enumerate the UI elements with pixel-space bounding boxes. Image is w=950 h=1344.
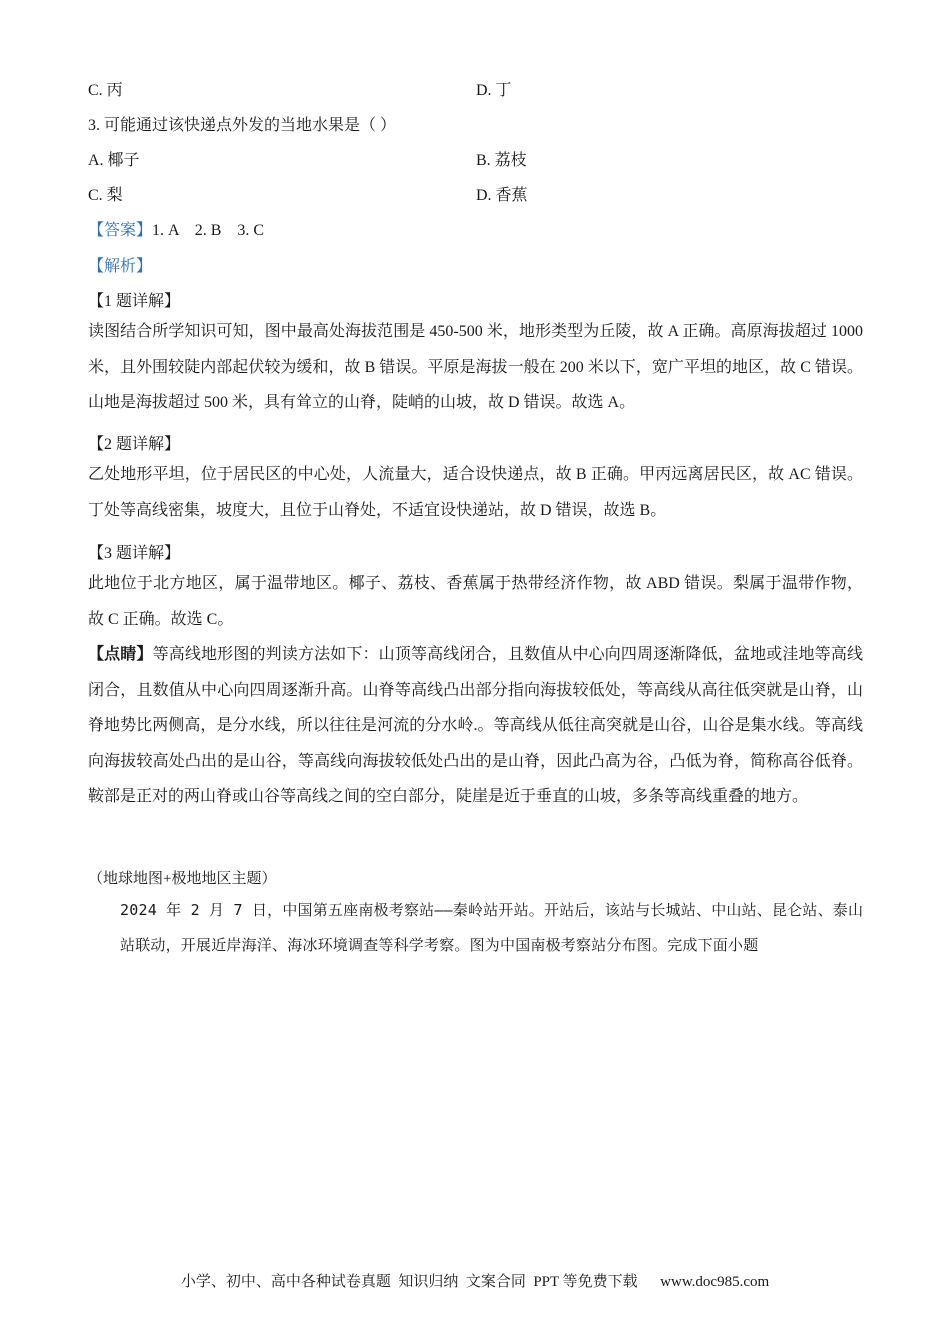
q3-detail-heading: 【3 题详解】 xyxy=(88,545,181,562)
intro-paragraph xyxy=(88,893,868,963)
answer-label: 【答案】 xyxy=(88,222,153,239)
q1-detail-heading: 【1 题详解】 xyxy=(88,293,181,310)
q2-options-cd xyxy=(88,77,868,99)
q3-detail-text: 此地位于北方地区，属于温带地区。椰子、荔枝、香蕉属于热带经济作物，故 ABD 错误。梨属于温带作物，故 C 正确。故选 C。 xyxy=(88,575,863,628)
intro-text: 2024 年 2 月 7 日，中国第五座南极考察站——秦岭站开站。开站后，该站与长城站、中山站、昆仑站、泰山站联动，开展近岸海洋、海冰环境调查等科学考察。图为中国南极考察站分布图。完成下面小题 xyxy=(120,901,864,954)
analysis-label: 【解析】 xyxy=(88,258,153,275)
tip-label: 【点睛】 xyxy=(88,646,153,663)
page-footer: 小学、初中、高中各种试卷真题 知识归纳 文案合同 PPT 等免费下载 www.doc985.com xyxy=(180,1274,770,1290)
q3-options-cd xyxy=(88,182,868,204)
q1-detail-text: 读图结合所学知识可知，图中最高处海拔范围是 450-500 米，地形类型为丘陵，故 A 正确。高原海拔超过 1000 米，且外围较陡内部起伏较为缓和，故 B 错误。平原是海拔一般在 200 米以下，宽广平坦的地区，故 C 错误。山地是海拔超过 500 米，具有耸立的山脊，陡峭的山坡，故 D 错误。故选 A。 xyxy=(88,323,863,411)
q3-option-d: D. 香蕉 xyxy=(476,187,528,204)
answer-line xyxy=(88,217,264,240)
q3-option-a: A. 椰子 xyxy=(88,152,140,169)
q3-option-c: C. 梨 xyxy=(88,187,123,204)
answer-text: 1. A 2. B 3. C xyxy=(152,222,265,239)
q3-option-b: B. 荔枝 xyxy=(476,152,527,169)
q2-option-d: D. 丁 xyxy=(476,82,512,99)
tip-text: 等高线地形图的判读方法如下：山顶等高线闭合，且数值从中心向四周逐渐降低，盆地或洼地等高线闭合，且数值从中心向四周逐渐升高。山脊等高线凸出部分指向海拔较低处，等高线从高往低突就是山脊，山脊地势比两侧高，是分水线，所以往往是河流的分水岭.。等高线从低往高突就是山谷，山谷是集水线。等高线向海拔较高处凸出的是山谷，等高线向海拔较低处凸出的是山脊，因此凸高为谷，凸低为脊，简称高谷低脊。鞍部是正对的两山脊或山谷等高线之间的空白部分，陡崖是近于垂直的山坡，多条等高线重叠的地方。 xyxy=(88,646,863,805)
q2-option-c: C. 丙 xyxy=(88,82,123,99)
q2-detail-heading: 【2 题详解】 xyxy=(88,436,181,453)
q3-options-ab xyxy=(88,147,868,169)
q2-detail-text: 乙处地形平坦，位于居民区的中心处，人流量大，适合设快递点，故 B 正确。甲丙远离居民区，故 AC 错误。丁处等高线密集，坡度大，且位于山脊处，不适宜设快递站，故 D 错误，故选 B。 xyxy=(88,466,863,519)
q3-stem: 3. 可能通过该快递点外发的当地水果是（ ） xyxy=(88,117,397,134)
tip-paragraph xyxy=(88,637,863,815)
topic-label: （地球地图+极地地区主题） xyxy=(88,871,277,887)
